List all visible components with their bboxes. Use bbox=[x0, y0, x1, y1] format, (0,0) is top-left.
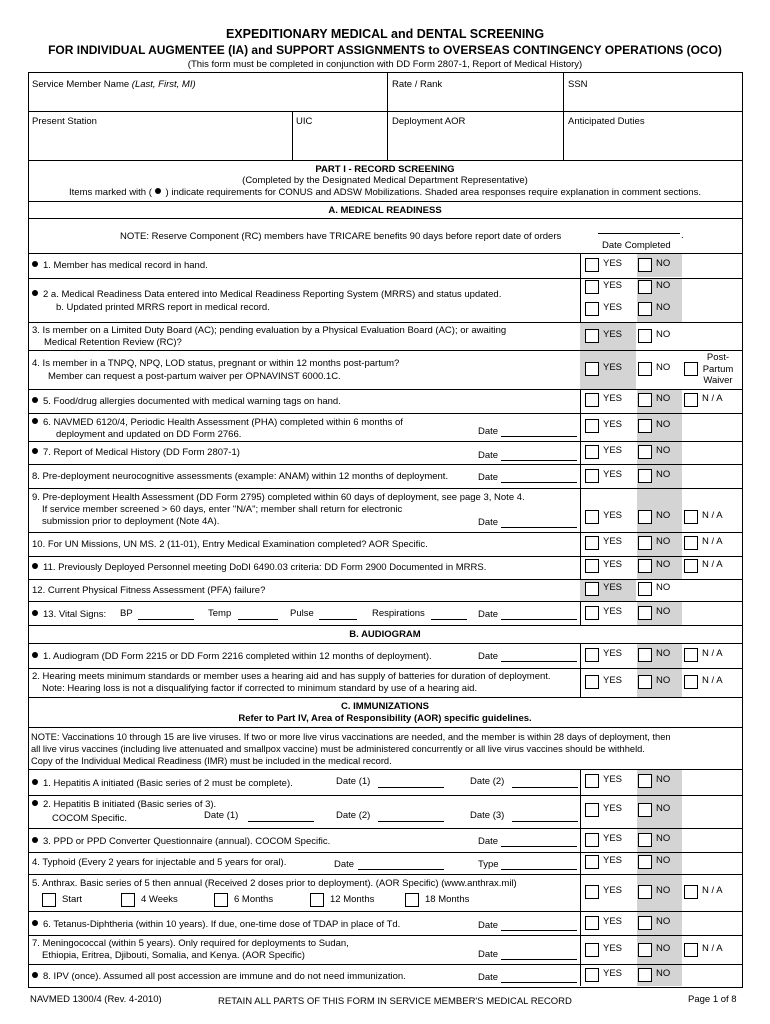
m2a-no-label: NO bbox=[656, 280, 671, 291]
m4-no-label: NO bbox=[656, 362, 671, 373]
i2-date1-input[interactable] bbox=[248, 821, 314, 822]
i4-yes-checkbox[interactable] bbox=[585, 855, 599, 869]
item-m6a: 6. NAVMED 6120/4, Periodic Health Assessment (PHA) completed within 6 months of bbox=[32, 417, 403, 429]
item-m9c: submission prior to deployment (Note 4A). bbox=[42, 516, 220, 527]
form-number: NAVMED 1300/4 (Rev. 4-2010) bbox=[30, 994, 162, 1005]
m8-date-input[interactable] bbox=[501, 482, 577, 483]
i5-no-checkbox[interactable] bbox=[638, 885, 652, 899]
part1-instructions: Items marked with ( ) indicate requirements for CONUS and ADSW Mobilizations. Shaded area responses require explanation in comment sections. bbox=[69, 187, 701, 198]
i2-date3-input[interactable] bbox=[512, 821, 578, 822]
m7-yes-label: YES bbox=[603, 445, 623, 456]
uic-field[interactable]: UIC bbox=[296, 116, 313, 127]
item-m13: 13. Vital Signs: bbox=[32, 609, 106, 621]
i1-no-checkbox[interactable] bbox=[638, 774, 652, 788]
m8-no-label: NO bbox=[656, 469, 671, 480]
imm-note-line2: all live virus vaccines (including live attenuated and smallpox vaccine) must be administered concurrently or all live virus vaccines should be withheld. bbox=[31, 744, 645, 754]
date-completed-label: Date Completed bbox=[602, 240, 671, 251]
m3-yes-checkbox[interactable] bbox=[585, 329, 599, 343]
i4-date-input[interactable] bbox=[358, 869, 444, 870]
section-c-subheading: Refer to Part IV, Area of Responsibility (AOR) specific guidelines. bbox=[238, 713, 532, 724]
m6-yes-checkbox[interactable] bbox=[585, 419, 599, 433]
pulse-input[interactable] bbox=[319, 619, 357, 620]
i1-yes-checkbox[interactable] bbox=[585, 774, 599, 788]
m13-date-label: Date bbox=[478, 609, 499, 620]
i1-date1-input[interactable] bbox=[378, 787, 444, 788]
part1-title: PART I - RECORD SCREENING bbox=[315, 164, 455, 175]
item-i1: 1. Hepatitis A initiated (Basic series of 2 must be complete). bbox=[32, 778, 293, 790]
m10-na-checkbox[interactable] bbox=[684, 536, 698, 550]
item-i8: 8. IPV (once). Assumed all post accession are immune and do not need immunization. bbox=[32, 971, 406, 983]
a1-na-label: N / A bbox=[702, 648, 723, 659]
section-a-heading: A. MEDICAL READINESS bbox=[328, 205, 442, 216]
i7-no-label: NO bbox=[656, 943, 671, 954]
m6-date-label: Date bbox=[478, 426, 499, 437]
post-partum-waiver-label: Post- Partum Waiver bbox=[702, 352, 734, 386]
m3-no-label: NO bbox=[656, 329, 671, 340]
a2-yes-checkbox[interactable] bbox=[585, 675, 599, 689]
temp-label: Temp bbox=[208, 608, 232, 619]
item-m7: 7. Report of Medical History (DD Form 2807-1) bbox=[32, 447, 240, 459]
m10-no-label: NO bbox=[656, 536, 671, 547]
m7-no-checkbox[interactable] bbox=[638, 445, 652, 459]
i8-no-checkbox[interactable] bbox=[638, 968, 652, 982]
m2a-yes-label: YES bbox=[603, 280, 623, 291]
i3-no-label: NO bbox=[656, 833, 671, 844]
m13-no-checkbox[interactable] bbox=[638, 606, 652, 620]
item-i2b: COCOM Specific. bbox=[52, 813, 127, 824]
a1-na-checkbox[interactable] bbox=[684, 648, 698, 662]
m8-yes-label: YES bbox=[603, 469, 623, 480]
m13-yes-checkbox[interactable] bbox=[585, 606, 599, 620]
bp-input[interactable] bbox=[138, 619, 194, 620]
i5-na-label: N / A bbox=[702, 885, 723, 896]
i7-no-checkbox[interactable] bbox=[638, 943, 652, 957]
item-m10: 10. For UN Missions, UN MS. 2 (11-01), Entry Medical Examination completed? AOR Specific. bbox=[32, 539, 428, 550]
item-i7b: Ethiopia, Eritrea, Djibouti, Somalia, and Kenya. (AOR Specific) bbox=[42, 950, 305, 961]
bullet-icon bbox=[155, 188, 161, 194]
ssn-field[interactable]: SSN bbox=[568, 79, 588, 90]
m6-yes-label: YES bbox=[603, 419, 623, 430]
i6-no-checkbox[interactable] bbox=[638, 916, 652, 930]
i4-no-checkbox[interactable] bbox=[638, 855, 652, 869]
a1-date-input[interactable] bbox=[501, 661, 577, 662]
m9-date-label: Date bbox=[478, 517, 499, 528]
i6-no-label: NO bbox=[656, 916, 671, 927]
imm-note-line3: Copy of the Individual Medical Readiness (IMR) must be included in the medical record. bbox=[31, 756, 392, 766]
m5-no-checkbox[interactable] bbox=[638, 393, 652, 407]
item-i7a: 7. Meningococcal (within 5 years). Only required for deployments to Sudan, bbox=[32, 938, 349, 949]
m9-na-checkbox[interactable] bbox=[684, 510, 698, 524]
m9-yes-checkbox[interactable] bbox=[585, 510, 599, 524]
m11-na-label: N / A bbox=[702, 559, 723, 570]
section-c-heading: C. IMMUNIZATIONS bbox=[341, 701, 429, 712]
i4-date-label: Date bbox=[334, 859, 355, 870]
item-m2b: b. Updated printed MRRS report in medical record. bbox=[56, 302, 270, 313]
i1-no-label: NO bbox=[656, 774, 671, 785]
i3-date-label: Date bbox=[478, 836, 499, 847]
item-m11: 11. Previously Deployed Personnel meeting DoDI 6490.03 criteria: DD Form 2900 Documented in MRRS. bbox=[32, 562, 486, 574]
item-a1: 1. Audiogram (DD Form 2215 or DD Form 2216 completed within 12 months of deployment). bbox=[32, 651, 432, 663]
i2-yes-label: YES bbox=[603, 803, 623, 814]
m5-no-label: NO bbox=[656, 393, 671, 404]
i4-yes-label: YES bbox=[603, 855, 623, 866]
item-m3b: Medical Retention Review (RC)? bbox=[44, 337, 182, 348]
m7-no-label: NO bbox=[656, 445, 671, 456]
period: . bbox=[681, 230, 684, 241]
m9-yes-label: YES bbox=[603, 510, 623, 521]
part1-subtitle: (Completed by the Designated Medical Department Representative) bbox=[242, 175, 528, 186]
m8-yes-checkbox[interactable] bbox=[585, 469, 599, 483]
m12-yes-label: YES bbox=[603, 582, 623, 593]
deployment-aor-field[interactable]: Deployment AOR bbox=[392, 116, 466, 127]
a1-date-label: Date bbox=[478, 651, 499, 662]
m3-no-checkbox[interactable] bbox=[638, 329, 652, 343]
m3-yes-label: YES bbox=[603, 329, 623, 340]
i3-yes-checkbox[interactable] bbox=[585, 833, 599, 847]
item-i4: 4. Typhoid (Every 2 years for injectable and 5 years for oral). bbox=[32, 857, 287, 868]
m1-yes-checkbox[interactable] bbox=[585, 258, 599, 272]
m7-yes-checkbox[interactable] bbox=[585, 445, 599, 459]
anthrax-start-checkbox[interactable] bbox=[42, 893, 56, 907]
a2-na-label: N / A bbox=[702, 675, 723, 686]
item-i3: 3. PPD or PPD Converter Questionnaire (annual). COCOM Specific. bbox=[32, 836, 330, 848]
m10-yes-label: YES bbox=[603, 536, 623, 547]
i7-date-input[interactable] bbox=[501, 959, 577, 960]
m1-no-label: NO bbox=[656, 258, 671, 269]
service-member-name-field[interactable]: Service Member Name (Last, First, MI) bbox=[32, 79, 196, 90]
i3-date-input[interactable] bbox=[501, 846, 577, 847]
m9-na-label: N / A bbox=[702, 510, 723, 521]
i6-yes-checkbox[interactable] bbox=[585, 916, 599, 930]
m12-no-checkbox[interactable] bbox=[638, 582, 652, 596]
m13-yes-label: YES bbox=[603, 606, 623, 617]
rate-rank-field[interactable]: Rate / Rank bbox=[392, 79, 443, 90]
i2-no-checkbox[interactable] bbox=[638, 803, 652, 817]
m1-yes-label: YES bbox=[603, 258, 623, 269]
m13-date-input[interactable] bbox=[501, 619, 577, 620]
m4-yes-label: YES bbox=[603, 362, 623, 373]
m8-no-checkbox[interactable] bbox=[638, 469, 652, 483]
m2b-yes-label: YES bbox=[603, 302, 623, 313]
imm-note-line1: NOTE: Vaccinations 10 through 15 are live viruses. If two or more live virus vaccinations are needed, and the member is within 28 days of deployment, then bbox=[31, 732, 671, 742]
date-completed-input[interactable] bbox=[598, 233, 680, 234]
item-m4b: Member can request a post-partum waiver per OPNAVINST 6000.1C. bbox=[48, 371, 341, 382]
m2a-yes-checkbox[interactable] bbox=[585, 280, 599, 294]
a1-yes-label: YES bbox=[603, 648, 623, 659]
m5-na-label: N / A bbox=[702, 393, 723, 404]
anticipated-duties-field[interactable]: Anticipated Duties bbox=[568, 116, 645, 127]
m6-date-input[interactable] bbox=[501, 436, 577, 437]
m4-yes-checkbox[interactable] bbox=[585, 362, 599, 376]
i8-yes-label: YES bbox=[603, 968, 623, 979]
m12-yes-checkbox[interactable] bbox=[585, 582, 599, 596]
m10-no-checkbox[interactable] bbox=[638, 536, 652, 550]
m9-no-checkbox[interactable] bbox=[638, 510, 652, 524]
m5-yes-checkbox[interactable] bbox=[585, 393, 599, 407]
anthrax-4weeks-checkbox[interactable] bbox=[121, 893, 135, 907]
a2-yes-label: YES bbox=[603, 675, 623, 686]
present-station-field[interactable]: Present Station bbox=[32, 116, 97, 127]
i5-na-checkbox[interactable] bbox=[684, 885, 698, 899]
i7-yes-label: YES bbox=[603, 943, 623, 954]
anthrax-6months-label: 6 Months bbox=[234, 894, 274, 905]
item-m8: 8. Pre-deployment neurocognitive assessments (example: ANAM) within 12 months of deployment. bbox=[32, 471, 449, 482]
rc-note: NOTE: Reserve Component (RC) members have TRICARE benefits 90 days before report date of orders bbox=[120, 231, 562, 242]
i2-no-label: NO bbox=[656, 803, 671, 814]
m13-no-label: NO bbox=[656, 606, 671, 617]
temp-input[interactable] bbox=[238, 619, 278, 620]
item-m9a: 9. Pre-deployment Health Assessment (DD Form 2795) completed within 60 days of deployment, see page 3, Note 4. bbox=[32, 492, 525, 503]
m11-na-checkbox[interactable] bbox=[684, 559, 698, 573]
i2-date1-label: Date (1) bbox=[204, 810, 239, 821]
page-number: Page 1 of 8 bbox=[688, 994, 737, 1005]
item-i5: 5. Anthrax. Basic series of 5 then annual (Received 2 doses prior to deployment). (AOR Specific) (www.anthrax.mil) bbox=[32, 878, 517, 889]
a2-no-checkbox[interactable] bbox=[638, 675, 652, 689]
m7-date-input[interactable] bbox=[501, 460, 577, 461]
item-m12: 12. Current Physical Fitness Assessment (PFA) failure? bbox=[32, 585, 266, 596]
i1-yes-label: YES bbox=[603, 774, 623, 785]
i4-no-label: NO bbox=[656, 855, 671, 866]
i8-no-label: NO bbox=[656, 968, 671, 979]
i5-yes-label: YES bbox=[603, 885, 623, 896]
section-b-heading: B. AUDIOGRAM bbox=[349, 629, 421, 640]
item-a2b: Note: Hearing loss is not a disqualifying factor if corrected to minimum standard by use of a hearing aid. bbox=[42, 683, 478, 694]
i8-date-label: Date bbox=[478, 972, 499, 983]
bp-label: BP bbox=[120, 608, 133, 619]
m10-na-label: N / A bbox=[702, 536, 723, 547]
m4-no-checkbox[interactable] bbox=[638, 362, 652, 376]
form-title-line2: FOR INDIVIDUAL AUGMENTEE (IA) and SUPPORT ASSIGNMENTS to OVERSEAS CONTINGENCY OPERATIONS (OCO) bbox=[48, 43, 722, 57]
i2-date2-label: Date (2) bbox=[336, 810, 371, 821]
a2-no-label: NO bbox=[656, 675, 671, 686]
anthrax-6months-checkbox[interactable] bbox=[214, 893, 228, 907]
anthrax-12months-checkbox[interactable] bbox=[310, 893, 324, 907]
m4-ppw-checkbox[interactable] bbox=[684, 362, 698, 376]
i1-date1-label: Date (1) bbox=[336, 776, 371, 787]
a1-yes-checkbox[interactable] bbox=[585, 648, 599, 662]
i4-type-input[interactable] bbox=[501, 869, 577, 870]
i7-na-label: N / A bbox=[702, 943, 723, 954]
i2-date2-input[interactable] bbox=[378, 821, 444, 822]
m11-yes-label: YES bbox=[603, 559, 623, 570]
m2a-no-checkbox[interactable] bbox=[638, 280, 652, 294]
retain-notice: RETAIN ALL PARTS OF THIS FORM IN SERVICE MEMBER'S MEDICAL RECORD bbox=[218, 996, 572, 1007]
i6-date-input[interactable] bbox=[501, 930, 577, 931]
i2-date3-label: Date (3) bbox=[470, 810, 505, 821]
i4-type-label: Type bbox=[478, 859, 499, 870]
i1-date2-label: Date (2) bbox=[470, 776, 505, 787]
anthrax-18months-label: 18 Months bbox=[425, 894, 470, 905]
item-a2a: 2. Hearing meets minimum standards or member uses a hearing aid and has supply of batteries for duration of deployment. bbox=[32, 671, 551, 682]
i7-yes-checkbox[interactable] bbox=[585, 943, 599, 957]
m5-na-checkbox[interactable] bbox=[684, 393, 698, 407]
pulse-label: Pulse bbox=[290, 608, 314, 619]
a1-no-label: NO bbox=[656, 648, 671, 659]
item-m1: 1. Member has medical record in hand. bbox=[32, 260, 208, 272]
m9-date-input[interactable] bbox=[501, 527, 577, 528]
respirations-input[interactable] bbox=[431, 619, 467, 620]
m8-date-label: Date bbox=[478, 472, 499, 483]
respirations-label: Respirations bbox=[372, 608, 425, 619]
m2b-no-label: NO bbox=[656, 302, 671, 313]
i1-date2-input[interactable] bbox=[512, 787, 578, 788]
i7-na-checkbox[interactable] bbox=[684, 943, 698, 957]
m11-no-checkbox[interactable] bbox=[638, 559, 652, 573]
form-subtitle: (This form must be completed in conjunction with DD Form 2807-1, Report of Medical History) bbox=[187, 59, 583, 70]
item-m4a: 4. Is member in a TNPQ, NPQ, LOD status, pregnant or within 12 months post-partum? bbox=[32, 358, 400, 369]
m11-no-label: NO bbox=[656, 559, 671, 570]
m10-yes-checkbox[interactable] bbox=[585, 536, 599, 550]
item-m6b: deployment and updated on DD Form 2766. bbox=[56, 429, 242, 440]
i6-date-label: Date bbox=[478, 920, 499, 931]
m2b-no-checkbox[interactable] bbox=[638, 302, 652, 316]
a2-na-checkbox[interactable] bbox=[684, 675, 698, 689]
i5-yes-checkbox[interactable] bbox=[585, 885, 599, 899]
a1-no-checkbox[interactable] bbox=[638, 648, 652, 662]
i3-yes-label: YES bbox=[603, 833, 623, 844]
m6-no-checkbox[interactable] bbox=[638, 419, 652, 433]
item-m2a: 2 a. Medical Readiness Data entered into Medical Readiness Reporting System (MRRS) and status updated. bbox=[32, 289, 501, 301]
m12-no-label: NO bbox=[656, 582, 671, 593]
item-m3a: 3. Is member on a Limited Duty Board (AC); pending evaluation by a Physical Evaluation Board (AC); or awaiting bbox=[32, 325, 507, 336]
i3-no-checkbox[interactable] bbox=[638, 833, 652, 847]
m9-no-label: NO bbox=[656, 510, 671, 521]
anthrax-start-label: Start bbox=[62, 894, 83, 905]
m6-no-label: NO bbox=[656, 419, 671, 430]
i6-yes-label: YES bbox=[603, 916, 623, 927]
i5-no-label: NO bbox=[656, 885, 671, 896]
anthrax-4weeks-label: 4 Weeks bbox=[141, 894, 178, 905]
anthrax-12months-label: 12 Months bbox=[330, 894, 375, 905]
m2b-yes-checkbox[interactable] bbox=[585, 302, 599, 316]
anthrax-18months-checkbox[interactable] bbox=[405, 893, 419, 907]
m11-yes-checkbox[interactable] bbox=[585, 559, 599, 573]
item-m5: 5. Food/drug allergies documented with medical warning tags on hand. bbox=[32, 396, 341, 408]
i2-yes-checkbox[interactable] bbox=[585, 803, 599, 817]
m5-yes-label: YES bbox=[603, 393, 623, 404]
form-title: EXPEDITIONARY MEDICAL and DENTAL SCREENING bbox=[225, 27, 545, 41]
i8-date-input[interactable] bbox=[501, 982, 577, 983]
i8-yes-checkbox[interactable] bbox=[585, 968, 599, 982]
m1-no-checkbox[interactable] bbox=[638, 258, 652, 272]
i7-date-label: Date bbox=[478, 949, 499, 960]
item-i6: 6. Tetanus-Diphtheria (within 10 years). If due, one-time dose of TDAP in place of Td. bbox=[32, 919, 400, 931]
item-m9b: If service member screened > 60 days, enter "N/A"; member shall return for electronic bbox=[42, 504, 403, 515]
m7-date-label: Date bbox=[478, 450, 499, 461]
item-i2a: 2. Hepatitis B initiated (Basic series of 3). bbox=[32, 799, 216, 811]
